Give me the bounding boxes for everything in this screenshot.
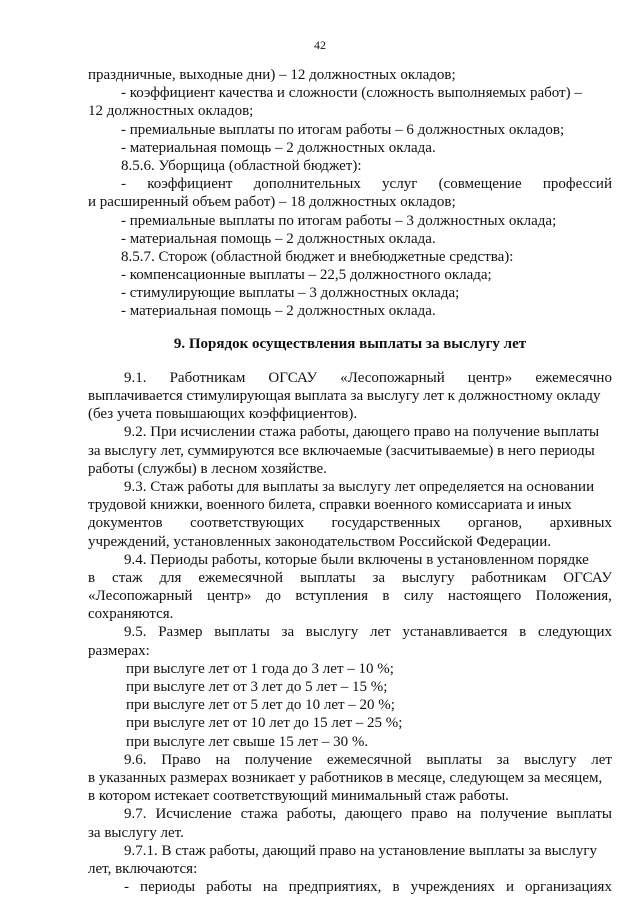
word: стажа <box>240 806 278 823</box>
text-line: - материальная помощь – 2 должностных оклада. <box>121 303 436 320</box>
text-line: за выслугу лет. <box>88 824 184 841</box>
justified-line <box>88 175 612 193</box>
text-line: в котором истекает соответствующий минимальный стаж работы. <box>88 788 509 805</box>
text-line: (без учета повышающих коэффициентов). <box>88 406 358 423</box>
word: - <box>124 879 129 896</box>
text-line: - стимулирующие выплаты – 3 должностных оклада; <box>121 285 460 302</box>
justified-line <box>88 805 612 823</box>
word: на <box>262 879 278 896</box>
justified-line <box>88 569 612 587</box>
word: выслугу <box>402 569 455 586</box>
word: устанавливается <box>402 624 508 641</box>
word: получение <box>480 806 548 823</box>
text-line: выплачивается стимулирующая выплата за выслугу лет к должностному окладу <box>88 388 601 404</box>
text-line: - компенсационные выплаты – 22,5 должностного оклада; <box>121 267 492 284</box>
word: работы, <box>286 806 337 823</box>
text-line: работы (службы) в лесном хозяйстве. <box>88 460 327 477</box>
word: в <box>88 569 96 586</box>
justified-line <box>88 369 612 387</box>
justified-line <box>88 878 612 896</box>
text-line: и расширенный объем работ) – 18 должностных окладов; <box>88 194 456 211</box>
word: выплаты <box>214 624 270 641</box>
word: «Лесопожарный <box>88 588 193 605</box>
text-line: 9.3. Стаж работы для выплаты за выслугу лет определяется на основании <box>124 478 595 495</box>
word: услуг <box>382 176 418 193</box>
page-number: 42 <box>314 38 326 52</box>
text-line: трудовой книжки, военного билета, справки военного комиссариата и иных <box>88 497 572 514</box>
word: профессий <box>542 176 612 193</box>
word: соответствующих <box>190 515 305 532</box>
word: право <box>411 806 448 823</box>
list-item: при выслуге лет от 5 лет до 10 лет – 20 %; <box>126 697 395 714</box>
word: стаж <box>112 569 143 586</box>
word: 9.1. <box>124 369 147 386</box>
text-line: лет, включаются: <box>88 860 198 877</box>
text-line: 8.5.6. Уборщица (областной бюджет): <box>121 157 362 174</box>
word: на <box>456 806 472 823</box>
word: в <box>382 588 390 605</box>
text-line: учреждений, установленных законодательством Российской Федерации. <box>88 533 551 550</box>
word: работникам <box>471 569 547 586</box>
text-line: в указанных размерах возникает у работников в месяце, следующем за месяцем, <box>88 769 603 786</box>
word: выслугу <box>524 751 577 768</box>
word: выслугу <box>305 624 359 641</box>
list-item: при выслуге лет от 1 года до 3 лет – 10 %; <box>126 660 394 677</box>
word: дающего <box>345 806 403 823</box>
word: Положения, <box>535 588 612 605</box>
list-item: при выслуге лет от 3 лет до 5 лет – 15 %; <box>126 679 388 695</box>
word: лет <box>591 751 612 768</box>
word: (совмещение <box>438 176 522 193</box>
list-item: при выслуге лет от 10 лет до 15 лет – 25 %; <box>126 715 403 732</box>
word: архивных <box>549 515 612 532</box>
section-heading: 9. Порядок осуществления выплаты за выслугу лет <box>173 335 527 352</box>
text-line: 9.4. Периоды работы, которые были включены в установленном порядке <box>124 551 589 568</box>
word: центр» <box>467 369 513 386</box>
text-line: - премиальные выплаты по итогам работы – 3 должностных оклада; <box>121 212 557 229</box>
word: вступления <box>295 588 368 605</box>
word: учреждениях <box>410 879 495 896</box>
text-line: 8.5.7. Сторож (областной бюджет и внебюджетные средства): <box>121 248 514 265</box>
text-line: сохраняются. <box>88 606 174 623</box>
word: за <box>281 624 295 641</box>
word: лет <box>369 624 391 641</box>
word: дополнительных <box>253 176 361 193</box>
word: организациях <box>525 879 612 896</box>
word: за <box>372 569 386 586</box>
text-line: праздничные, выходные дни) – 12 должностных окладов; <box>88 67 456 83</box>
word: на <box>215 751 231 768</box>
word: выплаты <box>556 806 612 823</box>
word: - <box>121 176 126 193</box>
word: следующих <box>537 624 612 641</box>
word: центр» <box>206 588 252 605</box>
justified-line <box>88 587 612 605</box>
justified-line <box>88 623 612 641</box>
word: ежемесячной <box>326 751 412 768</box>
word: выплаты <box>299 569 356 586</box>
word: до <box>265 588 281 605</box>
list-item: при выслуге лет свыше 15 лет – 30 %. <box>126 733 369 750</box>
word: для <box>159 569 182 586</box>
word: Исчисление <box>155 806 232 823</box>
word: ОГСАУ <box>268 369 318 386</box>
text-line: - премиальные выплаты по итогам работы – 6 должностных окладов; <box>121 121 565 138</box>
document-body <box>88 66 612 896</box>
text-line: 9.7.1. В стаж работы, дающий право на установление выплаты за выслугу <box>124 842 598 859</box>
text-line: 12 должностных окладов; <box>88 103 254 120</box>
word: за <box>496 751 510 768</box>
word: государственных <box>331 515 441 532</box>
justified-line <box>88 751 612 769</box>
word: органов, <box>467 515 523 532</box>
word: выплаты <box>426 751 482 768</box>
word: предприятиях, <box>288 879 382 896</box>
word: «Лесопожарный <box>340 369 445 386</box>
word: периоды <box>140 879 196 896</box>
text-line: за выслугу лет, суммируются все включаемые (засчитываемые) в него периоды <box>88 442 595 459</box>
word: работы <box>206 879 252 896</box>
word: в <box>392 879 400 896</box>
text-line: - коэффициент качества и сложности (сложность выполняемых работ) – <box>121 85 582 102</box>
word: коэффициент <box>147 176 233 193</box>
word: Размер <box>158 624 203 641</box>
word: 9.5. <box>124 624 147 641</box>
word: Право <box>161 751 201 768</box>
word: силу <box>403 588 434 605</box>
text-line: 9.2. При исчислении стажа работы, дающего право на получение выплаты <box>124 424 600 441</box>
word: настоящего <box>447 588 522 605</box>
word: ежемесячно <box>535 369 612 386</box>
text-line: размерах: <box>88 642 150 659</box>
word: ежемесячной <box>198 569 284 586</box>
word: Работникам <box>169 369 246 386</box>
word: в <box>519 624 527 641</box>
word: 9.6. <box>124 751 147 768</box>
word: документов <box>88 515 163 532</box>
text-line: - материальная помощь – 2 должностных оклада. <box>121 139 436 156</box>
word: получение <box>244 751 313 768</box>
word: 9.7. <box>124 806 147 823</box>
justified-line <box>88 514 612 532</box>
word: и <box>505 879 514 896</box>
text-line: - материальная помощь – 2 должностных оклада. <box>121 230 436 247</box>
word: ОГСАУ <box>563 569 612 586</box>
